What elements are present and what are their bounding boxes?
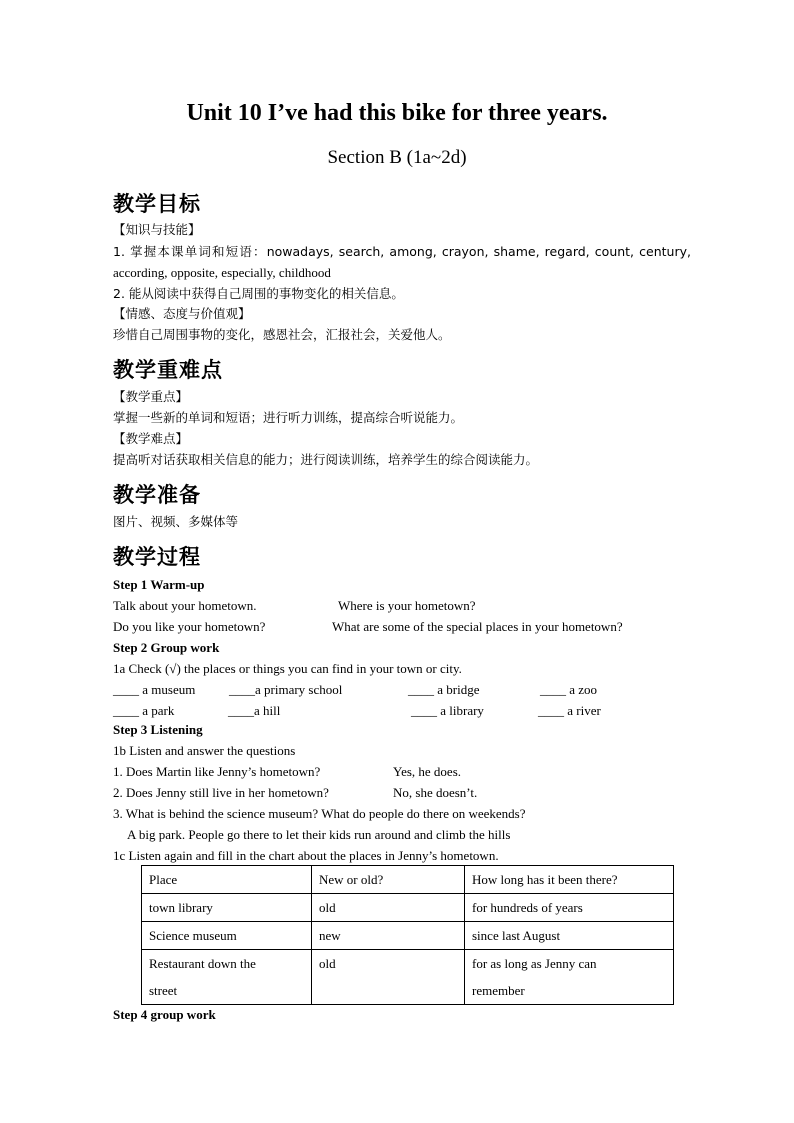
check-item: ____ a river	[538, 703, 601, 718]
table-header-cell: How long has it been there?	[465, 866, 674, 894]
table-cell: new	[312, 922, 465, 950]
cell-line: Restaurant down the	[149, 956, 256, 971]
difficulty-label: 【教学难点】	[113, 431, 189, 446]
step-1-title: Step 1 Warm-up	[113, 577, 205, 592]
focus-text: 掌握一些新的单词和短语；进行听力训练，提高综合听说能力。	[113, 410, 464, 425]
check-item: ____ a library	[411, 703, 484, 718]
preparation-text: 图片、视频、多媒体等	[113, 514, 239, 529]
question-3: 3. What is behind the science museum? What do people do there on weekends?	[113, 806, 526, 821]
heading-objectives: 教学目标	[113, 192, 201, 216]
objective-item-1: 1. 掌握本课单词和短语：nowadays, search, among, crayon, shame, regard, count, century,	[113, 244, 691, 259]
table-cell: town library	[142, 894, 312, 922]
check-item: ____ a museum	[113, 682, 196, 697]
table-cell	[312, 950, 465, 1005]
cell-line: remember	[472, 983, 525, 998]
cell-line: old	[319, 956, 336, 971]
table-row	[142, 922, 674, 950]
attitude-text: 珍惜自己周围事物的变化，感恩社会，汇报社会，关爱他人。	[113, 327, 451, 342]
step1-row1-b: Where is your hometown?	[338, 598, 476, 613]
objective-item-1-cont: according, opposite, especially, childhood	[113, 265, 331, 280]
table-header-cell: Place	[142, 866, 312, 894]
table-cell	[465, 950, 674, 1005]
step1-row2-b: What are some of the special places in your hometown?	[332, 619, 623, 634]
check-item: ____a primary school	[229, 682, 343, 697]
places-chart	[141, 865, 674, 1005]
step-4-title: Step 4 group work	[113, 1007, 216, 1022]
objective-item-2: 2. 能从阅读中获得自己周围的事物变化的相关信息。	[113, 286, 404, 301]
answer-3: A big park. People go there to let their kids run around and climb the hills	[127, 827, 511, 842]
table-cell: Science museum	[142, 922, 312, 950]
difficulty-text: 提高听对话获取相关信息的能力；进行阅读训练，培养学生的综合阅读能力。	[113, 452, 539, 467]
step-2-title: Step 2 Group work	[113, 640, 220, 655]
answer-2: No, she doesn’t.	[393, 785, 478, 800]
answer-1: Yes, he does.	[393, 764, 462, 779]
cell-line: for as long as Jenny can	[472, 956, 597, 971]
step3-1c: 1c Listen again and fill in the chart about the places in Jenny’s hometown.	[113, 848, 499, 863]
table-header-row	[142, 866, 674, 894]
step1-row2-a: Do you like your hometown?	[113, 619, 266, 634]
heading-key-points: 教学重难点	[113, 358, 223, 382]
step-3-title: Step 3 Listening	[113, 722, 203, 737]
table-row	[142, 894, 674, 922]
table-cell	[142, 950, 312, 1005]
check-item: ____ a bridge	[408, 682, 480, 697]
heading-process: 教学过程	[113, 545, 201, 569]
question-2: 2. Does Jenny still live in her hometown?	[113, 785, 329, 800]
step3-intro: 1b Listen and answer the questions	[113, 743, 296, 758]
heading-preparation: 教学准备	[113, 483, 201, 507]
check-item: ____ a park	[113, 703, 175, 718]
check-item: ____ a zoo	[540, 682, 598, 697]
question-1: 1. Does Martin like Jenny’s hometown?	[113, 764, 321, 779]
page-subtitle: Section B (1a~2d)	[327, 147, 467, 168]
focus-label: 【教学重点】	[113, 389, 189, 404]
table-cell: for hundreds of years	[465, 894, 674, 922]
knowledge-label: 【知识与技能】	[113, 222, 201, 237]
cell-line: street	[149, 983, 178, 998]
table-cell: since last August	[465, 922, 674, 950]
step1-row1-a: Talk about your hometown.	[113, 598, 257, 613]
table-cell: old	[312, 894, 465, 922]
page-title: Unit 10 I’ve had this bike for three years.	[186, 100, 608, 126]
table-header-cell: New or old?	[312, 866, 465, 894]
step2-intro: 1a Check (√) the places or things you can find in your town or city.	[113, 661, 462, 676]
check-item: ____a hill	[228, 703, 281, 718]
attitude-label: 【情感、态度与价值观】	[113, 306, 251, 321]
table-row	[142, 950, 674, 1005]
